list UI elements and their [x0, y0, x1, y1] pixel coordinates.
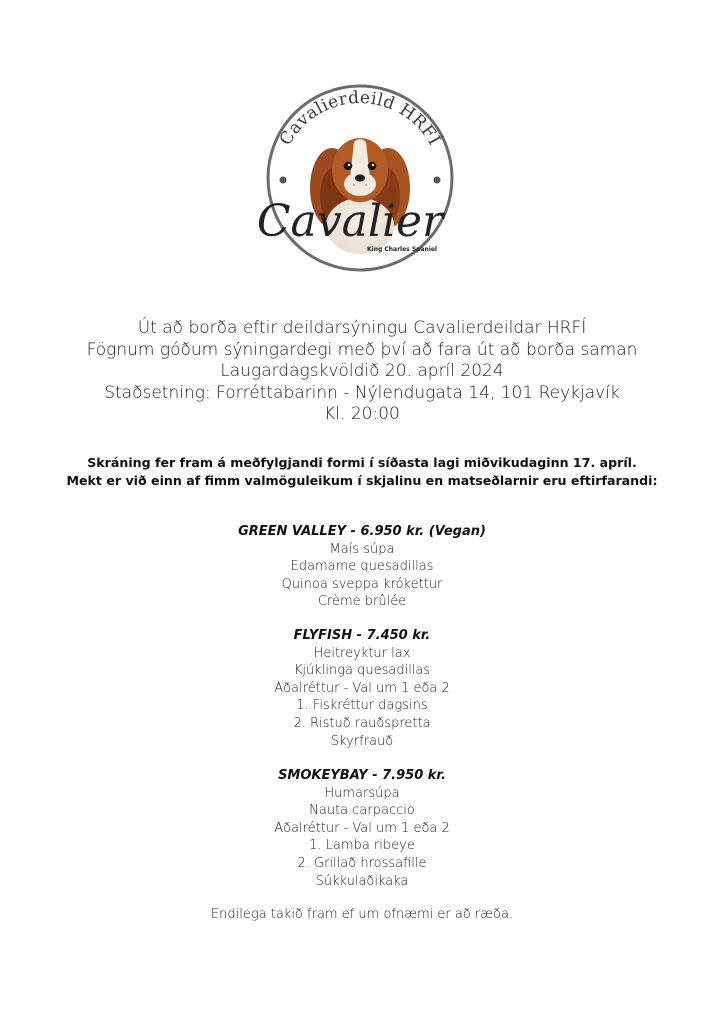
menu-item: 2. Grillað hrossafille: [297, 855, 427, 871]
menu-item: Nauta carpaccio: [309, 803, 415, 819]
logo-dot-left: [280, 177, 287, 184]
menu-item: Crème brûlée: [317, 594, 407, 610]
menu-item: 1. Fiskréttur dagsins: [296, 698, 428, 714]
menu-item: Edamame quesadillas: [290, 559, 434, 575]
event-tagline: Fögnum góðum sýningardegi með því að fara út að borða saman: [86, 339, 638, 360]
registration-notice: [0, 454, 724, 490]
menu-item: Quinoa sveppa krókettur: [281, 576, 443, 592]
menu-smokeybay: [0, 767, 724, 890]
menu-item: Súkkulaðikaka: [315, 873, 409, 889]
menu-item: Humarsúpa: [324, 785, 400, 801]
menu-title: GREEN VALLEY - 6.950 kr. (Vegan): [238, 524, 486, 539]
registration-line-1: Skráning fer fram á meðfylgjandi formi í síðasta lagi miðvikudaginn 17. apríl.: [87, 455, 637, 470]
menu-item: Maís súpa: [329, 541, 395, 557]
menu-title: FLYFISH - 7.450 kr.: [293, 628, 431, 643]
menu-item: Heitreyktur lax: [313, 645, 411, 661]
registration-line-2: Mekt er við einn af fimm valmöguleikum í skjalinu en matseðlarnir eru eftirfarandi:: [66, 473, 658, 488]
menu-green-valley: [0, 523, 724, 611]
menu-item: 2. Ristuð rauðspretta: [293, 715, 431, 731]
event-title: Út að borða eftir deildarsýningu Cavalierdeildar HRFÍ: [137, 318, 587, 338]
menu-item: Kjúklinga quesadillas: [293, 663, 431, 679]
menu-item: Aðalréttur - Val um 1 eða 2: [274, 820, 450, 836]
logo-arc-text: Cavalierdeild HRFÍ: [275, 87, 445, 150]
menu-item: 1. Lamba ribeye: [309, 838, 415, 854]
menu-item: Skyrfrauð: [330, 733, 394, 749]
menu-item: Aðalréttur - Val um 1 eða 2: [274, 680, 450, 696]
cavalier-logo: [230, 78, 490, 278]
menu-title: SMOKEYBAY - 7.950 kr.: [278, 768, 446, 783]
event-location: Staðsetning: Forréttabarinn - Nýlendugata 14, 101 Reykjavík: [104, 382, 620, 403]
event-time: Kl. 20:00: [324, 404, 400, 424]
logo-dot-right: [434, 177, 441, 184]
event-date: Laugardagskvöldið 20. apríl 2024: [220, 361, 504, 381]
event-header: [0, 318, 724, 426]
logo-script-text: Cavalier: [256, 196, 444, 247]
menu-flyfish: [0, 627, 724, 750]
logo-subtitle: King Charles Spaniel: [367, 246, 437, 253]
allergy-note: Endilega takið fram ef um ofnæmi er að ræða.: [210, 907, 514, 922]
